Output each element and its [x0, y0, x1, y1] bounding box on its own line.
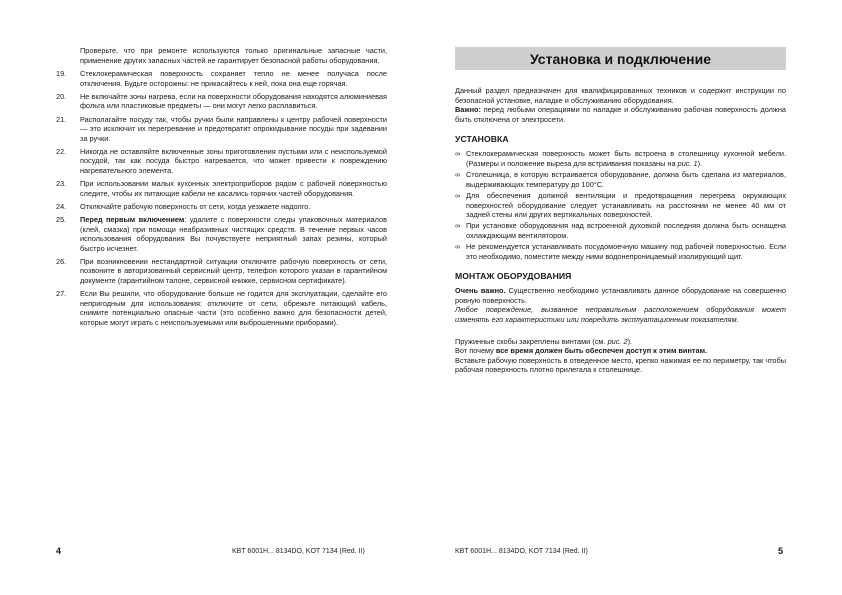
safety-item-20: 20. Не включайте зоны нагрева, если на поверхности оборудования находятся алюминиевая фольга или пластиковые предметы — они могут легко расплавиться. — [56, 91, 387, 111]
warning-note: Важно: перед любыми операциями по наладке и обслуживанию рабочая поверхность должна быть отключена от электросети. — [455, 105, 786, 124]
section-intro: Данный раздел предназначен для квалифицированных техников и содержит инструкции по безопасной установке, наладке и обслуживанию оборудования. — [455, 86, 786, 105]
safety-item-22: 22. Никогда не оставляйте включенные зоны приготовления пустыми или с неиспользуемой посудой, так как посуда быстро нагревается, что может привести к повреждению нагревательного элемента. — [56, 146, 387, 176]
page-number-right: 5 — [778, 546, 784, 556]
safety-item-24: 24. Отключайте рабочую поверхность от сети, когда уезжаете надолго. — [56, 201, 311, 211]
bullet-icon: ∞ — [455, 242, 461, 252]
right-text-column — [455, 86, 786, 375]
page-number-left: 4 — [56, 546, 62, 556]
install-bullet-3: ∞ Для обеспечения должной вентиляции и предотвращения перегрева окружающих поверхностей оборудование следует устанавливать на расстоянии не менее 40 мм от задней стены или других вертикальных поверхностей. — [455, 190, 786, 220]
mounting-warning: Любое повреждение, вызванное неправильным расположением оборудования может изменять его характеристики или повредить эксплуатационным показателям. — [455, 305, 786, 325]
safety-item-27: 27. Если Вы решили, что оборудование больше не годится для эксплуатации, сделайте его непригодным для использования: отключите от сети, обрежьте питающий кабель, снимите потенциально опасные части (это особенно важно для безопасности детей, которые могут играть с неиспользуемыми или выброшенными приборами). — [56, 289, 387, 327]
install-bullet-1: ∞ Стеклокерамическая поверхность может быть встроена в столешницу кухонной мебели. (Размеры и положение выреза для встраивания показаны на рис. 1). — [455, 149, 786, 168]
install-bullet-4: ∞ При установке оборудования над встроенной духовкой последняя должна быть оснащена охлаждающим вентилятором. — [455, 221, 786, 240]
footer-left: KBT 6001H... 8134DO, KOT 7134 (Red. II) — [232, 548, 365, 555]
spare-parts-note: Проверьте, что при ремонте используются только оригинальные запасные части, применение других запасных частей не гарантирует безопасной работы оборудования. — [80, 46, 387, 65]
bullet-icon: ∞ — [455, 221, 461, 231]
installation-heading: УСТАНОВКА — [455, 134, 509, 145]
safety-item-23: 23. При использовании малых кухонных электроприборов рядом с рабочей поверхностью следите, чтобы их питающие кабели не касались горячих частей оборудования. — [56, 179, 387, 198]
mounting-important: Очень важно. Существенно необходимо устанавливать данное оборудование на совершенно ровную поверхность. — [455, 286, 786, 305]
mounting-heading: МОНТАЖ ОБОРУДОВАНИЯ — [455, 271, 572, 282]
springs-note: Пружинные скобы закреплены винтами (см. рис. 2). — [455, 336, 633, 346]
safety-item-26: 26. При возникновении нестандартной ситуации отключите рабочую поверхность от сети, позвоните в авторизованный сервисный центр, телефон которого указан в гарантийном документе (гарантийном талоне, сервисной книжке, сервисном сертификате). — [56, 256, 387, 285]
footer-right: KBT 6001H... 8134DO, KOT 7134 (Red. II) — [455, 548, 588, 555]
section-title: Установка и подключение — [455, 47, 786, 70]
first-use-label: Перед первым включением — [80, 214, 185, 224]
left-text-column — [56, 46, 387, 331]
bullet-icon: ∞ — [455, 149, 461, 159]
safety-item-19: 19. Стеклокерамическая поверхность сохраняет тепло не менее получаса после отключения. Будьте осторожны: не прикасайтесь к ней, пока она еще горячая. — [56, 69, 387, 88]
bullet-icon: ∞ — [455, 170, 461, 180]
screws-access-note: Вот почему все время должен быть обеспечен доступ к этим винтам. — [455, 346, 708, 356]
install-bullet-5: ∞ Не рекомендуется устанавливать посудомоечную машину под рабочей поверхностью. Если это необходимо, поместите между ними водонепроницаемый изолирующий щит. — [455, 242, 786, 261]
safety-item-25: 25. Перед первым включением: удалите с поверхности следы упаковочных материалов (клей, смазка) при помощи неабразивных чистящих средств. В течение первых часов использования оборудования Вы почувствуете неприятный запах резины, который быстро исчезнет. — [56, 214, 387, 253]
insert-instruction: Вставьте рабочую поверхность в отведенное место, крепко нажимая ее по периметру, так чтобы рабочая поверхность плотно прилегала к столешнице. — [455, 355, 786, 375]
install-bullet-2: ∞ Столешница, в которую встраивается оборудование, должна быть сделана из материалов, выдерживающих температуру до 100°C. — [455, 170, 786, 189]
bullet-icon: ∞ — [455, 190, 461, 200]
safety-item-21: 21. Располагайте посуду так, чтобы ручки были направлены к центру рабочей поверхности — это исключит их перегревание и предотвратит опрокидывание посуды при задевании за ручки. — [56, 114, 387, 143]
